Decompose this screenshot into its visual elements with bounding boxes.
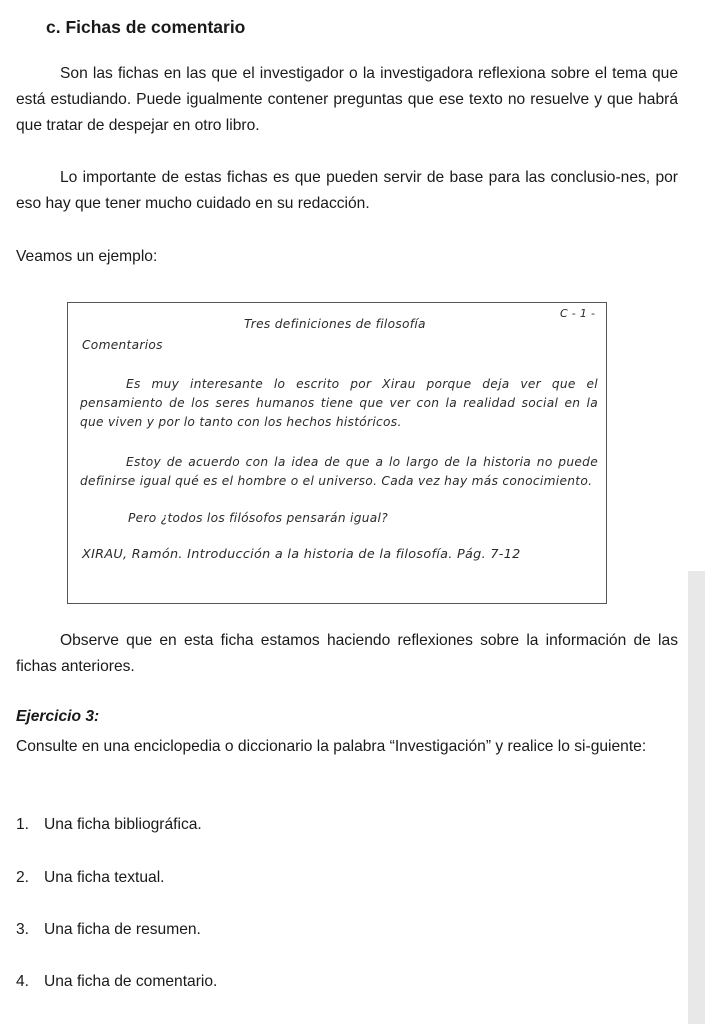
observation-paragraph-text: Observe que en esta ficha estamos haciendo reflexiones sobre la información de las fichas anteriores. — [16, 632, 678, 675]
card-reference: XIRAU, Ramón. Introducción a la historia de la filosofía. Pág. 7-12 — [82, 547, 521, 562]
card-question: Pero ¿todos los filósofos pensarán igual? — [128, 511, 388, 525]
card-code: C - 1 - — [560, 307, 596, 320]
list-item-text: Una ficha textual. — [44, 869, 165, 886]
card-comment-2-text: Estoy de acuerdo con la idea de que a lo largo de la historia no puede definirse igual qué es el hombre o el universo. Cada vez hay más conocimiento. — [80, 455, 598, 488]
list-item-number: 4. — [16, 973, 30, 990]
list-item — [16, 869, 165, 887]
card-label: Comentarios — [82, 338, 163, 352]
list-item — [16, 816, 202, 834]
list-item-number: 3. — [16, 921, 30, 938]
exercise-instructions: Consulte en una enciclopedia o diccionario la palabra “Investigación” y realice lo si-guiente: — [16, 738, 647, 755]
scrollbar-track[interactable] — [688, 571, 705, 1024]
importance-paragraph-text: Lo importante de estas fichas es que pueden servir de base para las conclusio-nes, por eso hay que tener mucho cuidado en su redacción. — [16, 169, 678, 212]
list-item-text: Una ficha de resumen. — [44, 921, 201, 938]
list-item-text: Una ficha de comentario. — [44, 973, 218, 990]
list-item — [16, 921, 201, 939]
comment-card — [67, 302, 607, 604]
intro-paragraph-text: Son las fichas en las que el investigador o la investigadora reflexiona sobre el tema que está estudiando. Puede igualmente contener preguntas que ese texto no resuelve y que habrá que tratar de despejar en otro libro. — [16, 65, 678, 134]
intro-paragraph — [16, 61, 678, 139]
card-comment-1 — [80, 375, 598, 432]
exercise-title: Ejercicio 3: — [16, 708, 100, 725]
list-item — [16, 973, 217, 991]
section-heading: c. Fichas de comentario — [46, 17, 246, 37]
list-item-number: 2. — [16, 869, 30, 886]
card-comment-2 — [80, 453, 598, 491]
card-title: Tres definiciones de filosofía — [244, 317, 426, 331]
importance-paragraph — [16, 165, 678, 217]
card-comment-1-text: Es muy interesante lo escrito por Xirau porque deja ver que el pensamiento de los seres humanos tiene que ver con la realidad social en la que viven y por lo tanto con los hechos históricos. — [80, 377, 598, 429]
example-intro: Veamos un ejemplo: — [16, 248, 158, 265]
list-item-text: Una ficha bibliográfica. — [44, 816, 202, 833]
list-item-number: 1. — [16, 816, 30, 833]
observation-paragraph — [16, 628, 678, 680]
